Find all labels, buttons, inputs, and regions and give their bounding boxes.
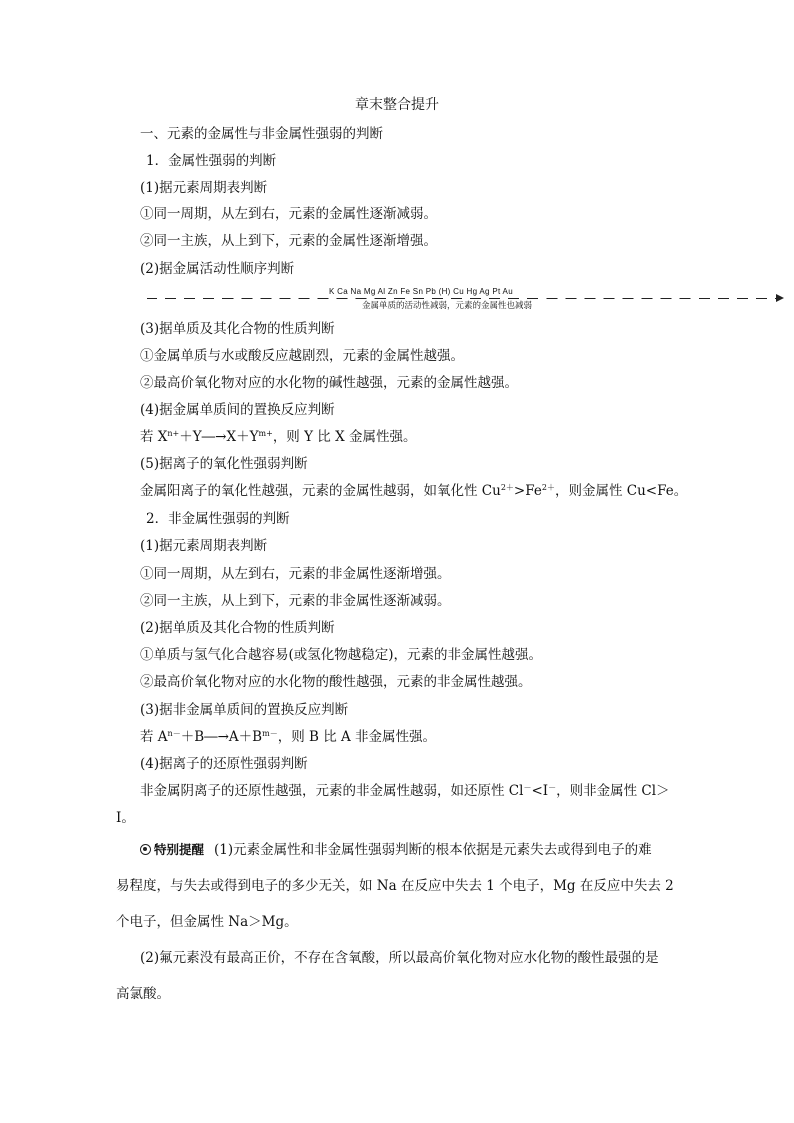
metal-p3b: ②最高价氧化物对应的水化物的碱性越强，元素的金属性越强。 [140,375,518,391]
activity-series: K Ca Na Mg Al Zn Fe Sn Pb (H) Cu Hg Ag Pt Au [329,287,513,296]
metal-p4a [140,428,417,446]
nonmetal-p3a [140,728,436,746]
metal-heading: 1．金属性强弱的判断 [146,153,277,169]
text: <I [531,783,549,799]
nonmetal-p1a: ①同一周期，从左到右，元素的非金属性逐渐增强。 [140,566,451,582]
metal-p1b: ②同一主族，从上到下，元素的金属性逐渐增强。 [140,233,437,249]
tip-label: 特别提醒 [154,842,205,857]
metal-p1: (1)据元素周期表判断 [140,180,268,196]
nonmetal-p2a: ①单质与氢气化合越容易(或氢化物越稳定)，元素的非金属性越强。 [140,647,543,663]
text: (1)元素金属性和非金属性强弱判断的根本依据是元素失去或得到电子的难 [214,842,652,858]
activity-caption: 金属单质的活动性减弱，元素的金属性也减弱 [362,301,533,311]
text: ，则非金属性 Cl＞ [556,783,670,799]
arrow-right-icon [776,294,784,302]
nonmetal-p1b: ②同一主族，从上到下，元素的非金属性逐渐减弱。 [140,593,451,609]
text: 非金属阴离子的还原性越强，元素的非金属性越弱，如还原性 Cl [140,783,524,799]
text: 若 X [140,429,168,445]
metal-p4: (4)据金属单质间的置换反应判断 [140,402,335,418]
nonmetal-p2: (2)据单质及其化合物的性质判断 [140,620,335,636]
superscript: m－ [262,729,278,738]
text: 若 A [140,729,168,745]
nonmetal-p4: (4)据离子的还原性强弱判断 [140,756,308,772]
superscript: n+ [167,429,180,438]
page-title: 章末整合提升 [355,97,439,113]
target-icon [140,844,151,855]
tip-p2-line2: 高氯酸。 [116,986,170,1002]
text: ＋Y―→X＋Y [179,429,259,445]
superscript: 2＋ [541,483,555,492]
superscript: n－ [167,729,181,738]
nonmetal-p3: (3)据非金属单质间的置换反应判断 [140,702,349,718]
nonmetal-p2b: ②最高价氧化物对应的水化物的酸性越强，元素的非金属性越强。 [140,674,532,690]
superscript: 2＋ [500,483,514,492]
superscript: m+ [258,429,273,438]
text: ，则 Y 比 X 金属性强。 [272,429,417,445]
metal-p3a: ①金属单质与水或酸反应越剧烈，元素的金属性越强。 [140,348,464,364]
tip-p1-line3: 个电子，但金属性 Na＞Mg。 [116,914,298,930]
nonmetal-p1: (1)据元素周期表判断 [140,538,268,554]
metal-p5a [140,482,687,500]
tip-p2-line1: (2)氟元素没有最高正价，不存在含氧酸，所以最高价氧化物对应水化物的酸性最强的是 [140,950,659,966]
metal-p1a: ①同一周期，从左到右，元素的金属性逐渐减弱。 [140,206,437,222]
nonmetal-p4a [140,782,670,800]
tip-p1-line2: 易程度，与失去或得到电子的多少无关，如 Na 在反应中失去 1 个电子，Mg 在反应中失去 2 [116,878,674,894]
tip-p1-line1 [140,841,652,859]
section-heading: 一、元素的金属性与非金属性强弱的判断 [140,126,383,142]
text: 金属阳离子的氧化性越强，元素的金属性越弱，如氧化性 Cu [140,483,501,499]
superscript: － [548,783,557,792]
text: ，则 B 比 A 非金属性强。 [277,729,437,745]
text: ，则金属性 Cu<Fe。 [554,483,688,499]
metal-p3: (3)据单质及其化合物的性质判断 [140,321,335,337]
text: >Fe [513,483,542,499]
text: ＋B―→A＋B [180,729,263,745]
metal-p5: (5)据离子的氧化性强弱判断 [140,456,308,472]
superscript: － [523,783,532,792]
metal-p2: (2)据金属活动性顺序判断 [140,261,295,277]
nonmetal-heading: 2．非金属性强弱的判断 [146,511,290,527]
nonmetal-p4b: I。 [116,810,135,826]
